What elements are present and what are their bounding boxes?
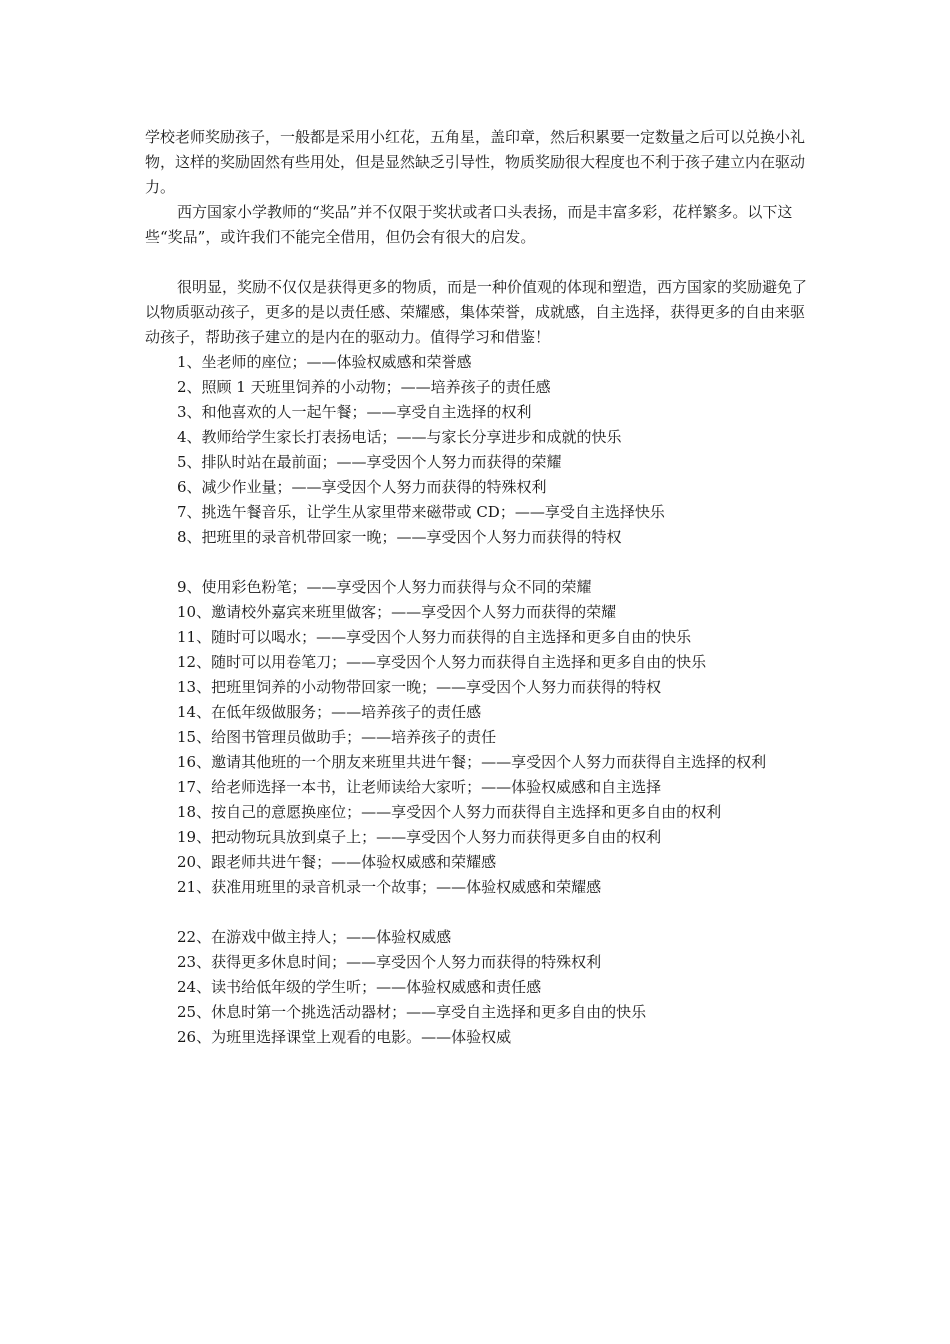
list-item: 18、按自己的意愿换座位；——享受因个人努力而获得自主选择和更多自由的权利 xyxy=(177,803,722,821)
spacer xyxy=(145,550,815,575)
list-item: 6、减少作业量；——享受因个人努力而获得的特殊权利 xyxy=(177,478,547,496)
list-item: 26、为班里选择课堂上观看的电影。——体验权威 xyxy=(177,1028,512,1046)
list-item: 5、排队时站在最前面；——享受因个人努力而获得的荣耀 xyxy=(177,453,562,471)
list-item: 8、把班里的录音机带回家一晚；——享受因个人努力而获得的特权 xyxy=(177,528,622,546)
spacer xyxy=(145,900,815,925)
list-item: 15、给图书管理员做助手；——培养孩子的责任 xyxy=(177,728,497,746)
list-item: 16、邀请其他班的一个朋友来班里共进午餐；——享受因个人努力而获得自主选择的权利 xyxy=(177,753,767,771)
list-item: 17、给老师选择一本书，让老师读给大家听；——体验权威感和自主选择 xyxy=(177,778,662,796)
list-item: 11、随时可以喝水；——享受因个人努力而获得的自主选择和更多自由的快乐 xyxy=(177,628,692,646)
intro-paragraph: 学校老师奖励孩子，一般都是采用小红花，五角星，盖印章，然后积累要一定数量之后可以兑换小礼物，这样的奖励固然有些用处，但是显然缺乏引导性，物质奖励很大程度也不利于孩子建立内在驱动力。 xyxy=(145,128,806,196)
list-item: 4、教师给学生家长打表扬电话；——与家长分享进步和成就的快乐 xyxy=(177,428,622,446)
document-body xyxy=(145,125,815,1050)
rewards-paragraph: 西方国家小学教师的“奖品”并不仅限于奖状或者口头表扬，而是丰富多彩，花样繁多。以下这些“奖品”，或许我们不能完全借用，但仍会有很大的启发。 xyxy=(145,203,793,246)
conclusion-paragraph: 很明显，奖励不仅仅是获得更多的物质，而是一种价值观的体现和塑造，西方国家的奖励避免了以物质驱动孩子，更多的是以责任感、荣耀感，集体荣誉，成就感，自主选择，获得更多的自由来驱动孩子，帮助孩子建立的是内在的驱动力。值得学习和借鉴！ xyxy=(145,278,808,346)
list-item: 10、邀请校外嘉宾来班里做客；——享受因个人努力而获得的荣耀 xyxy=(177,603,617,621)
list-item: 7、挑选午餐音乐，让学生从家里带来磁带或 CD；——享受自主选择快乐 xyxy=(177,503,665,521)
list-item: 21、获准用班里的录音机录一个故事；——体验权威感和荣耀感 xyxy=(177,878,602,896)
list-item: 24、读书给低年级的学生听；——体验权威感和责任感 xyxy=(177,978,542,996)
list-item: 22、在游戏中做主持人；——体验权威感 xyxy=(177,928,452,946)
list-item: 3、和他喜欢的人一起午餐；——享受自主选择的权利 xyxy=(177,403,532,421)
list-item: 23、获得更多休息时间；——享受因个人努力而获得的特殊权利 xyxy=(177,953,602,971)
list-item: 25、休息时第一个挑选活动器材；——享受自主选择和更多自由的快乐 xyxy=(177,1003,647,1021)
list-item: 1、坐老师的座位；——体验权威感和荣誉感 xyxy=(177,353,472,371)
list-item: 12、随时可以用卷笔刀；——享受因个人努力而获得自主选择和更多自由的快乐 xyxy=(177,653,707,671)
spacer xyxy=(145,250,815,275)
list-item: 2、照顾 1 天班里饲养的小动物；——培养孩子的责任感 xyxy=(177,378,551,396)
list-item: 13、把班里饲养的小动物带回家一晚；——享受因个人努力而获得的特权 xyxy=(177,678,662,696)
list-item: 9、使用彩色粉笔；——享受因个人努力而获得与众不同的荣耀 xyxy=(177,578,592,596)
list-item: 14、在低年级做服务；——培养孩子的责任感 xyxy=(177,703,482,721)
list-item: 20、跟老师共进午餐；——体验权威感和荣耀感 xyxy=(177,853,497,871)
list-item: 19、把动物玩具放到桌子上；——享受因个人努力而获得更多自由的权利 xyxy=(177,828,662,846)
